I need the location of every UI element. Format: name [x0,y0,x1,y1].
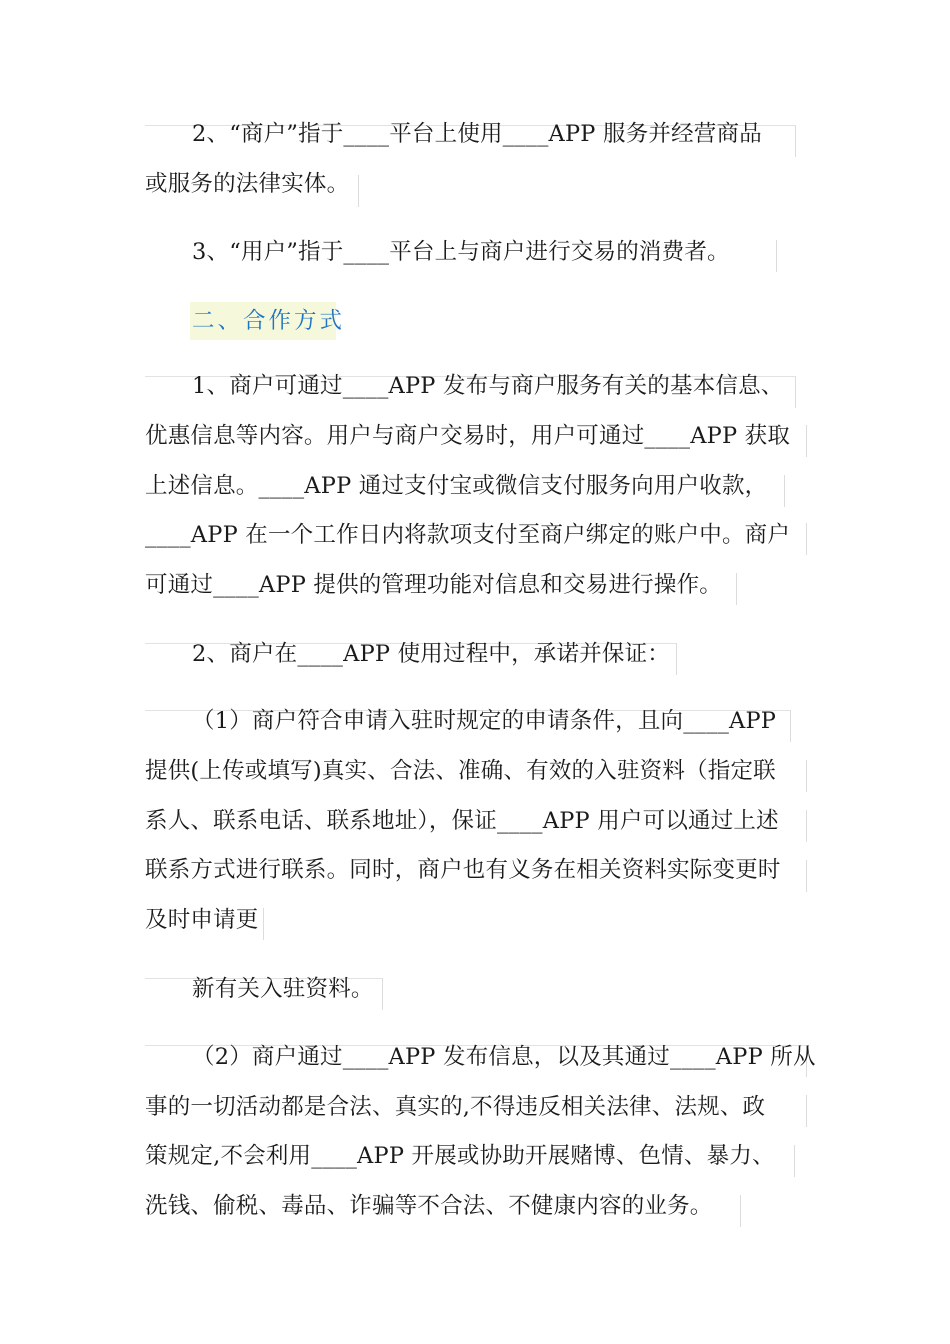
paragraph-line: 2、“商户”指于____平台上使用____APP 服务并经营商品 [192,121,762,147]
paragraph-line: 策规定,不会利用____APP 开展或协助开展赌博、色情、暴力、 [145,1143,775,1169]
paragraph-line: 3、“用户”指于____平台上与商户进行交易的消费者。 [192,239,730,265]
paragraph-line: （2）商户通过____APP 发布信息，以及其通过____APP 所从 [192,1044,816,1070]
paragraph-line: 2、商户在____APP 使用过程中，承诺并保证： [192,641,670,667]
rule-line [806,810,807,842]
paragraph-line: 1、商户可通过____APP 发布与商户服务有关的基本信息、 [192,373,784,399]
rule-line [806,425,807,457]
paragraph-line: 洗钱、偷税、毒品、诈骗等不合法、不健康内容的业务。 [145,1193,713,1219]
rule-line [794,1145,795,1177]
rule-line [740,1195,741,1227]
rule-line [795,376,796,408]
rule-line [784,475,785,507]
rule-line [806,523,807,555]
rule-line [806,860,807,892]
paragraph-line: 新有关入驻资料。 [192,976,374,1002]
paragraph-line: 上述信息。____APP 通过支付宝或微信支付服务向用户收款， [145,473,768,499]
paragraph-line: 或服务的法律实体。 [145,171,350,197]
paragraph-line: 可通过____APP 提供的管理功能对信息和交易进行操作。 [145,572,722,598]
rule-line [806,1095,807,1127]
paragraph-line: 联系方式进行联系。同时，商户也有义务在相关资料实际变更时 [145,857,781,883]
paragraph-line: 系人、联系电话、联系地址），保证____APP 用户可以通过上述 [145,808,779,834]
paragraph-line: 事的一切活动都是合法、真实的,不得违反相关法律、法规、政 [145,1094,766,1120]
paragraph-line: （1）商户符合申请入驻时规定的申请条件，且向____APP [192,708,777,734]
rule-line [790,710,791,742]
rule-line [736,573,737,605]
rule-line [806,760,807,792]
rule-line [676,643,677,675]
rule-line [358,175,359,207]
paragraph-line: 及时申请更 [145,907,259,933]
section-heading: 二、合作方式 [192,308,346,334]
paragraph-line: 优惠信息等内容。用户与商户交易时，用户可通过____APP 获取 [145,423,791,449]
rule-line [382,978,383,1010]
paragraph-line: 提供(上传或填写)真实、合法、准确、有效的入驻资料（指定联 [145,758,776,784]
rule-line [795,125,796,157]
rule-line [776,240,777,272]
rule-line [263,908,264,940]
paragraph-line: ____APP 在一个工作日内将款项支付至商户绑定的账户中。商户 [145,522,791,548]
